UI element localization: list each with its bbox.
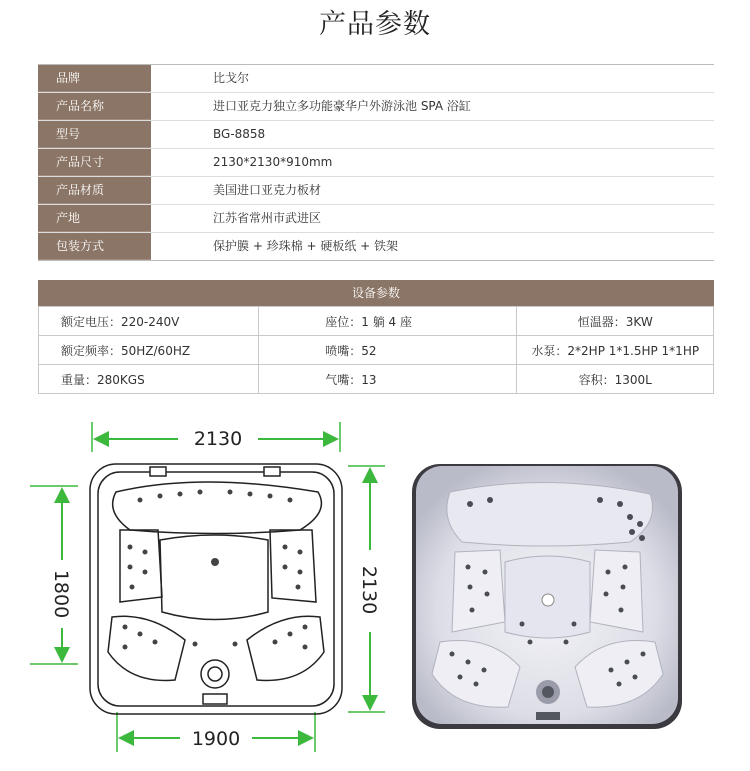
device-params-table (38, 306, 714, 394)
table-cell: 额定频率：50HZ/60HZ (39, 336, 259, 365)
table-cell: 座位：1 躺 4 座 (259, 307, 517, 336)
param-label: 产品名称 (38, 93, 151, 120)
param-label: 产地 (38, 205, 151, 232)
table-row (39, 365, 714, 394)
tub-jets (123, 490, 308, 650)
table-row (39, 336, 714, 365)
table-row (38, 65, 714, 93)
dimension-left (30, 486, 78, 664)
param-label: 品牌 (38, 65, 151, 92)
table-cell: 气嘴：13 (259, 365, 517, 394)
spa-dimension-diagram (0, 412, 750, 771)
table-row (38, 205, 714, 233)
param-value: 美国进口亚克力板材 (213, 183, 322, 197)
table-cell: 水泵：2*2HP 1*1.5HP 1*1HP (517, 336, 714, 365)
param-label: 产品尺寸 (38, 149, 151, 176)
product-params-table (38, 64, 714, 261)
tub-line-drawing (90, 464, 342, 714)
page-title: 产品参数 (319, 9, 431, 40)
dimension-bottom-label: 1900 (191, 728, 241, 750)
table-cell: 容积：1300L (517, 365, 714, 394)
table-row (39, 307, 714, 336)
device-params-header: 设备参数 (38, 280, 714, 306)
tub-photo (412, 464, 682, 729)
param-value: BG-8858 (213, 127, 266, 141)
table-row (38, 177, 714, 205)
dimension-top (92, 422, 340, 452)
param-label: 包装方式 (38, 233, 151, 260)
param-value: 保护膜 + 珍珠棉 + 硬板纸 + 铁架 (213, 239, 399, 253)
table-row (38, 149, 714, 177)
dimension-left-label: 1800 (50, 569, 72, 619)
param-value: 比戈尔 (213, 71, 250, 85)
param-label: 产品材质 (38, 177, 151, 204)
dimension-top-label: 2130 (193, 428, 243, 450)
table-cell: 额定电压：220-240V (39, 307, 259, 336)
table-row (38, 233, 714, 261)
table-cell: 重量：280KGS (39, 365, 259, 394)
param-value: 进口亚克力独立多功能豪华户外游泳池 SPA 浴缸 (213, 99, 471, 113)
param-value: 江苏省常州市武进区 (213, 211, 322, 225)
table-row (38, 93, 714, 121)
table-row (38, 121, 714, 149)
dimension-right-label: 2130 (358, 565, 380, 615)
param-value: 2130*2130*910mm (213, 155, 333, 169)
param-label: 型号 (38, 121, 151, 148)
dimension-bottom (117, 712, 315, 752)
dimension-right (348, 466, 385, 712)
table-cell: 恒温器：3KW (517, 307, 714, 336)
table-cell: 喷嘴：52 (259, 336, 517, 365)
